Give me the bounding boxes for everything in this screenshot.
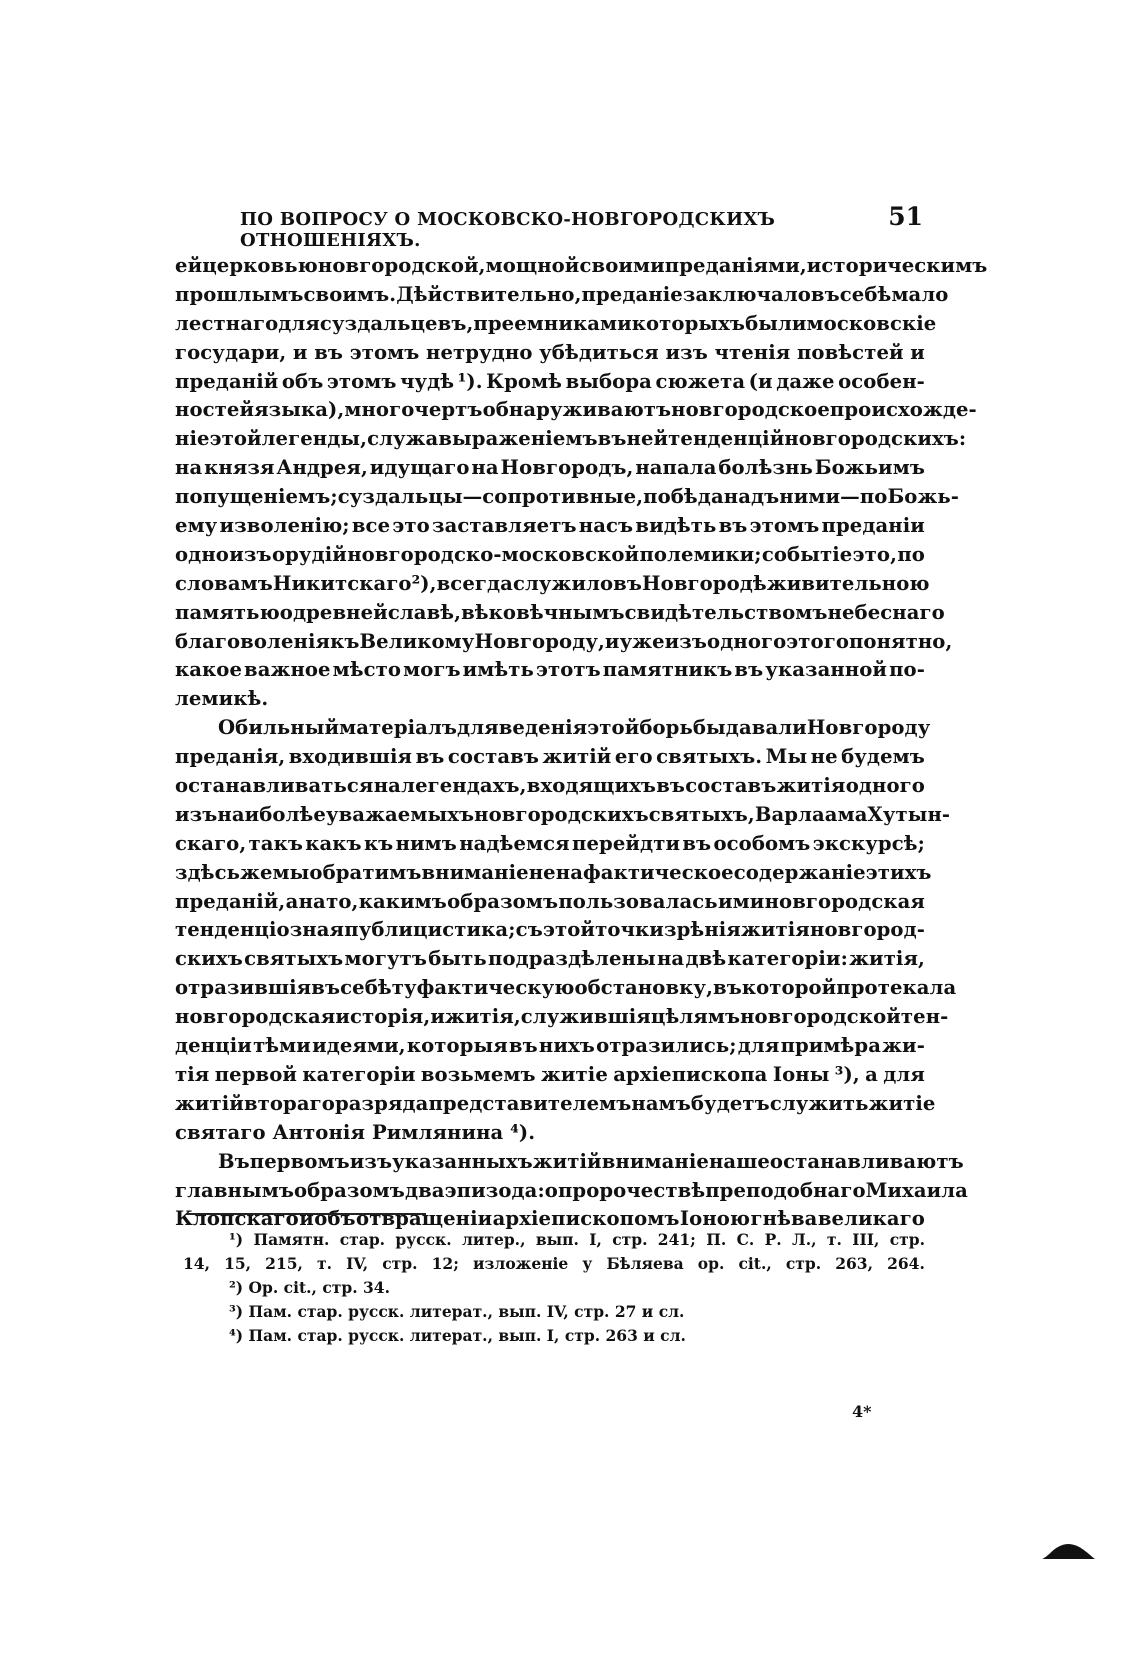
text-line: новгородская исторія, и житія, служившія цѣлямъ новгородской тен- (175, 1005, 949, 1029)
page-number: 51 (888, 202, 923, 231)
text-line: благоволенія къ Великому Новгороду, и уже изъ одного этого понятно, (175, 629, 953, 653)
text-line: государи, и въ этомъ нетрудно убѣдиться изъ чтенія повѣстей и (175, 340, 925, 364)
text-line: ей церковью новгородской, мощной своими преданіями, историческимъ (175, 254, 988, 277)
text-line: останавливаться на легендахъ, входящихъ въ составъ житія одного (175, 774, 925, 798)
text-line: здѣсь же мы обратимъ вниманіе не на фактическое содержаніе этихъ (175, 860, 932, 884)
text-line: денціи тѣми идеями, которыя въ нихъ отразились; для примѣра жи- (175, 1034, 925, 1058)
footnote-line: ¹) Памятн. стар. русск. литер., вып. I, стр. 241; П. С. Р. Л., т. III, стр. (229, 1230, 925, 1249)
text-line: лемикѣ. (175, 687, 269, 711)
text-line: главнымъ образомъ два эпизода: о пророчествѣ преподобнаго Михаила (175, 1178, 968, 1202)
text-line: лестнаго для суздальцевъ, преемниками которыхъ были московскіе (175, 311, 937, 335)
text-line: ніе этой легенды, служа выраженіемъ въ ней тенденцій новгородскихъ: (175, 427, 967, 451)
text-line: изъ наиболѣе уважаемыхъ новгородскихъ святыхъ, Варлаама Хутын- (175, 802, 951, 826)
text-line: житій втораго разряда представителемъ намъ будетъ служить житіе (175, 1091, 936, 1115)
text-line: попущеніемъ; суздальцы—сопротивные, побѣда надъ ними—по Божь- (175, 485, 959, 509)
text-line: святаго Антонія Римлянина ⁴). (175, 1120, 536, 1144)
footnote-line: 14, 15, 215, т. IV, стр. 12; изложеніе у Бѣляева op. cit., стр. 263, 264. (183, 1254, 925, 1273)
text-line: памятью о древней славѣ, вѣковѣчнымъ свидѣтельствомъ небеснаго (175, 600, 945, 624)
text-line: какое важное мѣсто могъ имѣть этотъ памятникъ въ указанной по- (175, 658, 925, 682)
running-title: ПО ВОПРОСУ О МОСКОВСКО-НОВГОРОДСКИХЪ ОТНОШЕНІЯХЪ. (240, 209, 776, 251)
text-line: прошлымъ своимъ. Дѣйствительно, преданіе заключало въ себѣ мало (175, 282, 949, 306)
text-line: отразившія въ себѣ ту фактическую обстановку, въ которой протекала (175, 976, 957, 1000)
text-line: тенденціозная публицистика; съ этой точки зрѣнія житія новгород- (175, 918, 925, 942)
text-line: преданій объ этомъ чудѣ ¹). Кромѣ выбора сюжета (и даже особен- (175, 369, 925, 393)
text-line: преданія, входившія въ составъ житій его святыхъ. Мы не будемъ (175, 745, 925, 769)
footnotes (183, 1228, 925, 1348)
text-line: ностей языка), много чертъ обнаруживаютъ новгородское происхожде- (175, 398, 977, 422)
footnote-rule (186, 1213, 426, 1215)
footnote-line: ²) Op. cit., стр. 34. (229, 1278, 390, 1297)
text-line: словамъ Никитскаго ²), всегда служило въ Новгородѣ живительною (175, 571, 930, 595)
text-line: Въ первомъ изъ указанныхъ житій вниманіе наше останавливаютъ (218, 1149, 964, 1173)
footnote-line: ³) Пам. стар. русск. литерат., вып. IV, стр. 27 и сл. (229, 1302, 685, 1321)
body-text (175, 252, 988, 1234)
footnote-line: ⁴) Пам. стар. русск. литерат., вып. I, стр. 263 и сл. (229, 1326, 686, 1345)
text-line: преданій, а на то, какимъ образомъ пользовалась ими новгородская (175, 889, 925, 913)
running-header (240, 202, 923, 251)
text-line: на князя Андрея, идущаго на Новгородъ, напала болѣзнь Божьимъ (175, 456, 925, 480)
text-line: скихъ святыхъ могутъ быть подраздѣлены на двѣ категоріи: житія, (175, 947, 925, 971)
ink-blot-mark (1040, 1542, 1096, 1562)
text-line: ему изволенію; все это заставляетъ насъ видѣть въ этомъ преданіи (175, 514, 925, 538)
text-line: скаго, такъ какъ къ нимъ надѣемся перейдти въ особомъ экскурсѣ; (175, 831, 925, 855)
signature-mark: 4* (852, 1402, 872, 1421)
text-line: Клопскаго и объ отвращеніи архіепископомъ Іоною гнѣва великаго (175, 1207, 925, 1231)
text-line: тія первой категоріи возьмемъ житіе архіепископа Іоны ³), а для (175, 1062, 925, 1086)
text-line: Обильный матеріалъ для веденія этой борьбы давали Новгороду (218, 716, 931, 740)
text-line: одно изъ орудій новгородско-московской полемики; событіе это, по (175, 542, 925, 566)
